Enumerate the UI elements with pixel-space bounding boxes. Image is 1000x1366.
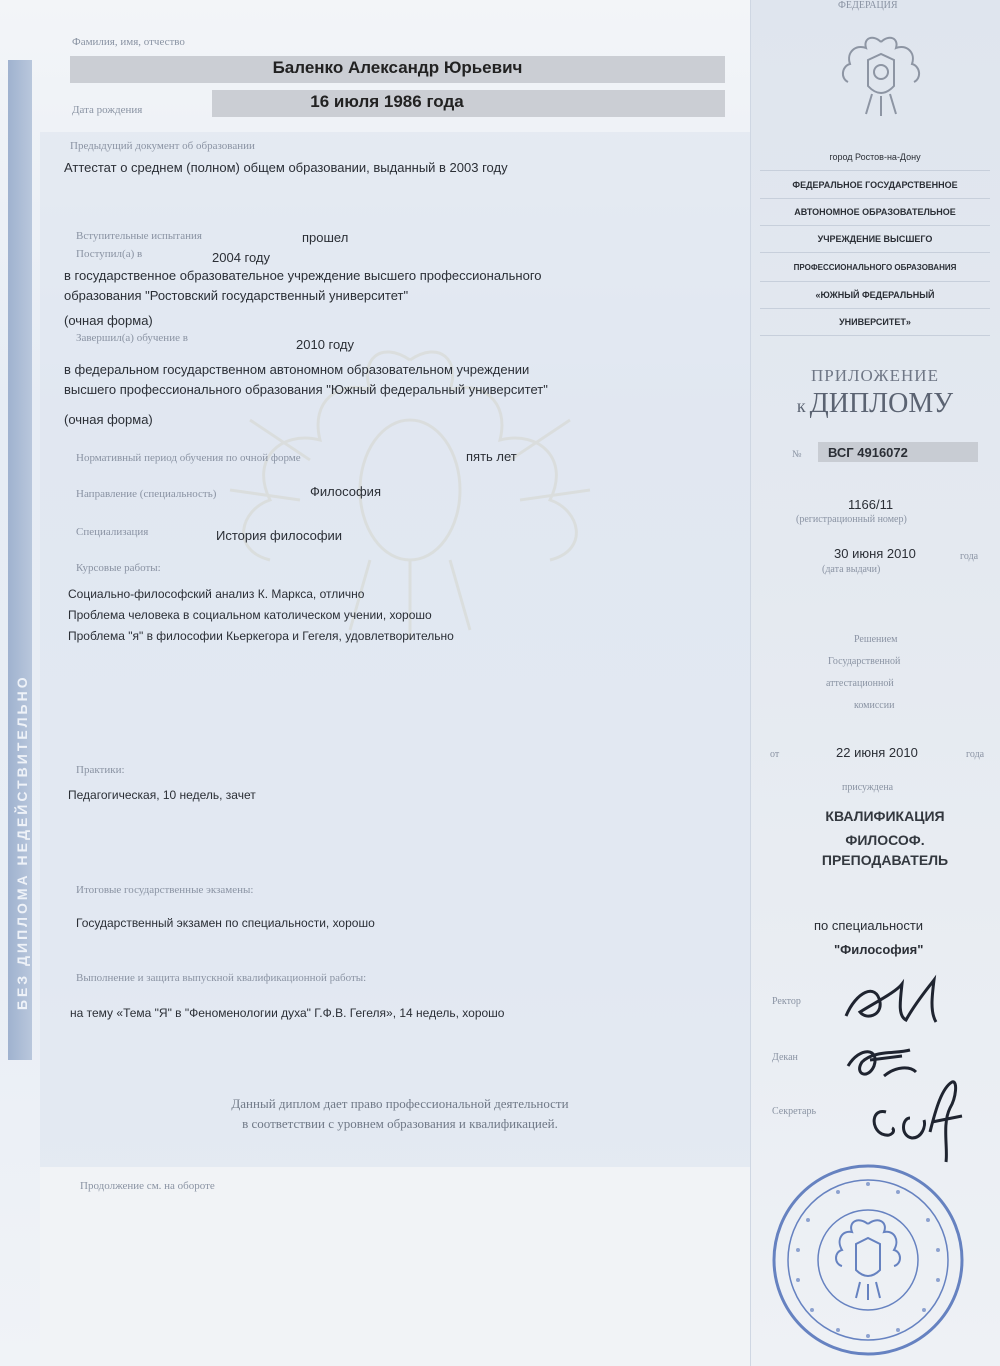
final-exams-label: Итоговые государственные экзамены: (76, 884, 254, 896)
full-name: Баленко Александр Юрьевич (272, 58, 523, 77)
serial-number: ВСГ 4916072 (828, 445, 908, 460)
graduation-institution-line1: в федеральном государственном автономном образовательном учреждении (64, 362, 530, 377)
coursework-item: Проблема человека в социальном католическом учении, хорошо (68, 608, 432, 622)
decision-prefix: от (770, 749, 780, 760)
secretary-label: Секретарь (772, 1106, 817, 1117)
decision-date: 22 июня 2010 (836, 745, 918, 760)
org-line: ФЕДЕРАЛЬНОЕ ГОСУДАРСТВЕННОЕ (792, 180, 958, 190)
study-period-label: Нормативный период обучения по очной форме (76, 452, 301, 464)
org-line: УЧРЕЖДЕНИЕ ВЫСШЕГО (817, 234, 933, 244)
rector-label: Ректор (772, 996, 801, 1007)
specialization-label: Специализация (76, 526, 149, 538)
rights-note-line2: в соответствии с уровнем образования и квалификацией. (242, 1116, 558, 1131)
graduation-institution-line2: высшего профессионального образования "Южный федеральный университет" (64, 382, 548, 397)
issue-date-label: (дата выдачи) (822, 564, 881, 575)
admission-institution-line1: в государственное образовательное учреждение высшего профессионального (64, 268, 542, 283)
entered-year: 2004 году (212, 250, 271, 265)
admission-form: (очная форма) (64, 313, 153, 328)
right-separator (760, 252, 990, 253)
prev-doc-label: Предыдущий документ об образовании (70, 140, 255, 152)
right-separator (760, 281, 990, 282)
entrance-exams-value: прошел (302, 230, 349, 245)
right-separator (760, 198, 990, 199)
awarded: присуждена (842, 782, 894, 793)
qualification-line: ПРЕПОДАВАТЕЛЬ (821, 852, 949, 868)
decision-line: Решением (854, 634, 898, 645)
left-security-stripe (8, 60, 32, 1060)
secretary-signature-icon (862, 1068, 972, 1168)
top-word: ФЕДЕРАЦИЯ (838, 0, 898, 11)
right-separator (760, 170, 990, 171)
issue-date-suffix: года (960, 551, 979, 562)
practice-label: Практики: (76, 764, 125, 776)
title-k-diplomu (760, 388, 990, 420)
stripe-text: БЕЗ ДИПЛОМА НЕДЕЙСТВИТЕЛЬНО (14, 674, 30, 1010)
spec-value: "Философия" (834, 942, 924, 957)
dean-label: Декан (772, 1052, 798, 1063)
bottom-blank-area (40, 1167, 752, 1366)
coursework-item: Социально-философский анализ К. Маркса, отлично (68, 587, 365, 601)
qualification-line: ФИЛОСОФ. (845, 832, 925, 848)
decision-line: комиссии (854, 700, 895, 711)
right-separator (760, 225, 990, 226)
eagle-watermark-icon (190, 300, 630, 660)
rights-note-line1: Данный диплом дает право профессиональной деятельности (231, 1096, 569, 1111)
entered-label: Поступил(а) в (76, 248, 143, 260)
rector-signature-icon (836, 972, 956, 1032)
coursework-label: Курсовые работы: (76, 562, 161, 574)
issue-date: 30 июня 2010 (834, 546, 916, 561)
title-prilozhenie: ПРИЛОЖЕНИЕ (811, 366, 939, 385)
entrance-exams-label: Вступительные испытания (76, 230, 202, 242)
reg-number-label: (регистрационный номер) (796, 514, 907, 525)
right-separator (760, 335, 990, 336)
admission-institution-line2: образования "Ростовский государственный университет" (64, 288, 409, 303)
specialization: История философии (216, 528, 343, 543)
final-exams-value: Государственный экзамен по специальности, хорошо (76, 916, 375, 930)
thesis-value: на тему «Тема "Я" в "Феноменологии духа" Г.Ф.В. Гегеля», 14 недель, хорошо (70, 1006, 505, 1020)
org-line: ПРОФЕССИОНАЛЬНОГО ОБРАЗОВАНИЯ (793, 263, 957, 272)
name-label: Фамилия, имя, отчество (72, 36, 185, 48)
prev-doc-value: Аттестат о среднем (полном) общем образовании, выданный в 2003 году (64, 160, 508, 175)
dob-label: Дата рождения (72, 104, 143, 116)
direction: Философия (310, 484, 381, 499)
org-line: «ЮЖНЫЙ ФЕДЕРАЛЬНЫЙ (815, 290, 935, 300)
serial-prefix: № (792, 449, 802, 460)
reg-number: 1166/11 (848, 497, 894, 512)
city: город Ростов-на-Дону (829, 152, 921, 162)
coursework-item: Проблема "я" в философии Кьеркегора и Гегеля, удовлетворительно (68, 629, 454, 643)
thesis-label: Выполнение и защита выпускной квалификационной работы: (76, 972, 367, 984)
right-separator (760, 308, 990, 309)
spec-label: по специальности (814, 918, 924, 933)
decision-line: Государственной (828, 656, 901, 667)
direction-label: Направление (специальность) (76, 488, 217, 500)
date-of-birth: 16 июля 1986 года (310, 92, 464, 111)
graduation-year: 2010 году (296, 337, 355, 352)
title-diplomu: ДИПЛОМУ (809, 388, 954, 419)
practice-value: Педагогическая, 10 недель, зачет (68, 788, 256, 802)
qualification-line: КВАЛИФИКАЦИЯ (825, 808, 945, 824)
decision-suffix: года (966, 749, 985, 760)
graduation-label: Завершил(а) обучение в (76, 332, 188, 344)
org-line: АВТОНОМНОЕ ОБРАЗОВАТЕЛЬНОЕ (794, 207, 956, 217)
rights-note (40, 1094, 760, 1134)
org-line: УНИВЕРСИТЕТ» (839, 317, 911, 327)
study-period: пять лет (466, 449, 517, 464)
seal-stamp-icon (768, 1160, 968, 1360)
state-emblem-icon (838, 30, 924, 120)
title-k: к (796, 396, 806, 416)
decision-line: аттестационной (826, 678, 894, 689)
continuation-note: Продолжение см. на обороте (80, 1180, 215, 1192)
graduation-form: (очная форма) (64, 412, 153, 427)
